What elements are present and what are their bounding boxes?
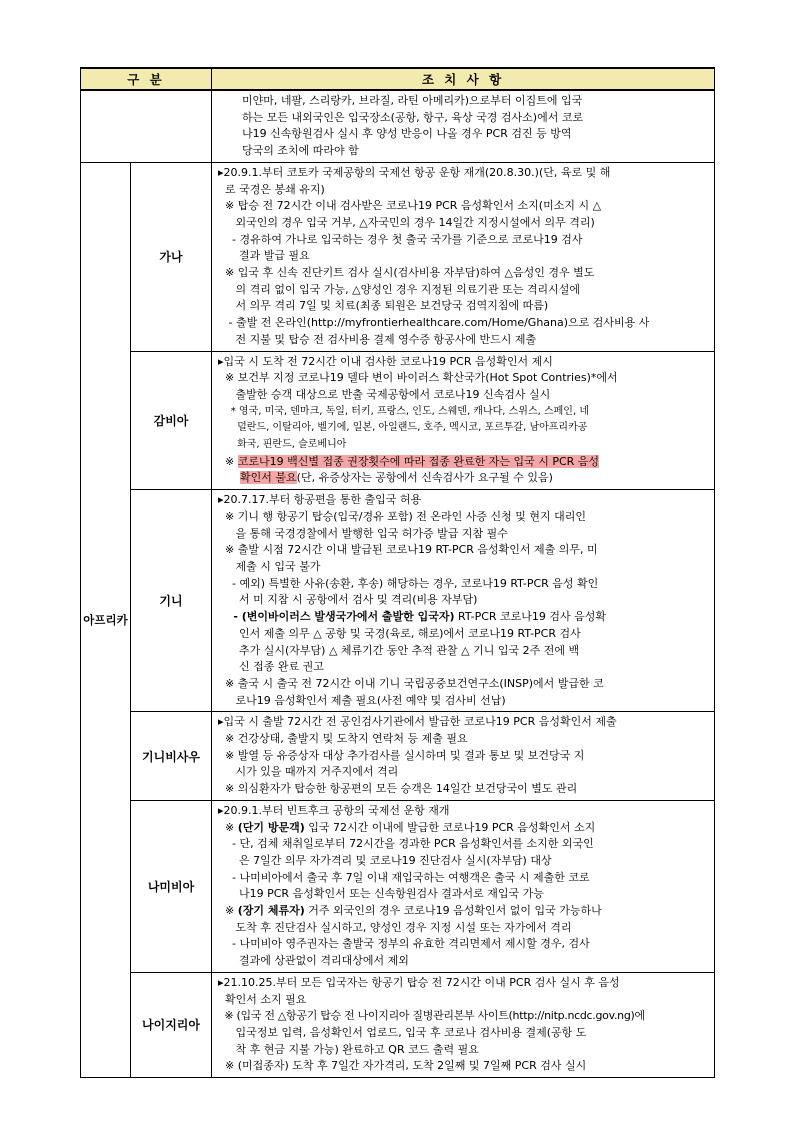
namibia-measures [212, 800, 715, 972]
ghana-measures [212, 162, 715, 351]
text-line: 덜란드, 이탈리아, 벨기에, 일본, 아일랜드, 호주, 멕시코, 포르투갈, 남아프리카공 [218, 422, 588, 434]
text-line: - 예외) 특별한 사유(송환, 후송) 해당하는 경우, 코로나19 RT-PCR 음성 확인 [218, 576, 599, 590]
text-line: - 단, 검체 채취일로부터 72시간을 경과한 PCR 음성확인서를 소지한 외국인 [218, 837, 594, 851]
text-line: - 나미비아에서 출국 후 7일 이내 재입국하는 여행객은 출국 시 제출한 코로 [218, 870, 590, 884]
text-line: 을 통해 국경경찰에서 발행한 입국 허가증 발급 지참 필수 [218, 526, 508, 540]
text-line: ▸21.10.25.부터 모든 입국자는 항공기 탑승 전 72시간 이내 PCR 검사 실시 후 음성 [218, 975, 620, 989]
text-line: 로 국경은 봉쇄 유지) [218, 182, 325, 196]
guinea-bissau-measures [212, 712, 715, 801]
text-line: 서 의무 격리 7일 및 치료(최종 퇴원은 보건당국 검역지침에 따름) [218, 299, 549, 313]
guinea-measures [212, 490, 715, 712]
text-line: ▸20.9.1.부터 코토카 국제공항의 국제선 항공 운항 재개(20.8.30.)(단, 육로 및 해 [218, 165, 611, 179]
country-ghana: 가나 [131, 162, 212, 351]
text-line [218, 470, 708, 487]
text-line: 신 접종 완료 권고 [218, 660, 324, 674]
text-line: ▸입국 시 출발 72시간 전 공인검사기관에서 발급한 코로나19 PCR 음성확인서 제출 [218, 715, 617, 729]
text-line: 전 지불 및 탑승 전 검사비용 결제 영수증 항공사에 반드시 제출 [218, 332, 537, 346]
gambia-measures [212, 351, 715, 490]
text-line: 결과에 상관없이 격리대상에서 제외 [218, 954, 409, 968]
text-line: 의 격리 없이 입국 가능, △양성인 경우 지정된 의료기관 또는 격리시설에 [218, 282, 580, 296]
text-line: ※ 보건부 지정 코로나19 델타 변이 바이러스 확산국가(Hot Spot Contries)*에서 [218, 371, 618, 385]
text-line [218, 820, 708, 837]
note-mark: ※ [218, 820, 238, 834]
text-line: 하는 모든 내외국인은 입국장소(공항, 항구, 육상 국경 검사소)에서 코로 [242, 110, 584, 124]
country-nigeria: 나이지리아 [131, 972, 212, 1077]
text-line: - 나미비아 영주권자는 출발국 정부의 유효한 격리면제서 제시할 경우, 검사 [218, 937, 590, 951]
egypt-continuation-row [81, 90, 715, 162]
nigeria-measures [212, 972, 715, 1077]
text-line: ▸20.9.1.부터 빈트후크 공항의 국제선 운항 재개 [218, 803, 450, 817]
text-fragment: 입국 72시간 이내에 발급한 코로나19 PCR 음성확인서 소지 [304, 820, 596, 834]
measures-table [80, 67, 715, 1078]
row-gambia [81, 351, 715, 490]
text-line: ※ 발열 등 유증상자 대상 추가검사를 실시하며 및 결과 통보 및 보건당국 지 [218, 748, 585, 762]
text-line: ※ 출발 시점 72시간 이내 발급된 코로나19 RT-PCR 음성확인서 제출 의무, 미 [218, 543, 598, 557]
text-line: ※ (입국 전 △항공기 탑승 전 나이지리아 질병관리본부 사이트(http://nitp.ncdc.gov.ng)에 [218, 1009, 645, 1023]
text-line: 외국인의 경우 입국 거부, △자국민의 경우 14일간 지정시설에서 의무 격리) [218, 215, 595, 229]
text-line: 입국정보 입력, 음성확인서 업로드, 입국 후 코로나 검사비용 결제(공항 도 [218, 1025, 587, 1039]
text-line: 은 7일간 의무 자가격리 및 코로나19 진단검사 실시(자부담) 대상 [218, 853, 552, 867]
text-line: ※ 의심환자가 탑승한 항공편의 모든 승객은 14일간 보건당국이 별도 관리 [218, 782, 578, 796]
highlighted-text: 코로나19 백신별 접종 권장횟수에 따라 접종 완료한 자는 입국 시 PCR 음성 [237, 454, 600, 468]
text-line [218, 454, 708, 471]
text-line [218, 609, 708, 626]
row-ghana [81, 162, 715, 351]
text-line: * 영국, 미국, 덴마크, 독일, 터키, 프랑스, 인도, 스웨덴, 캐나다, 스위스, 스페인, 네 [218, 405, 589, 417]
text-line: 로나19 음성확인서 제출 필요(사전 예약 및 검사비 선납) [218, 693, 506, 707]
text-line: ※ 탑승 전 72시간 이내 검사받은 코로나19 PCR 음성확인서 소지(미소지 시 △ [218, 199, 602, 213]
text-fragment: RT-PCR 코로나19 검사 음성확 [454, 610, 607, 624]
text-line: ※ 입국 후 신속 진단키트 검사 실시(검사비용 자부담)하여 △음성인 경우 별도 [218, 266, 595, 280]
text-line [218, 903, 708, 920]
row-namibia [81, 800, 715, 972]
text-fragment: (단, 유증상자는 공항에서 신속검사가 요구될 수 있음) [296, 471, 553, 485]
text-line: ※ 기니 행 항공기 탑승(입국/경유 포함) 전 온라인 사증 신청 및 현지 대리인 [218, 509, 586, 523]
country-guinea: 기니 [131, 490, 212, 712]
text-line: 착 후 현금 지불 가능) 완료하고 QR 코드 출력 필요 [218, 1042, 479, 1056]
country-guinea-bissau: 기니비사우 [131, 712, 212, 801]
text-line: 인서 제출 의무 △ 공항 및 국경(육로, 해로)에서 코로나19 RT-PCR 검사 [218, 626, 581, 640]
text-line: 나19 PCR 음성확인서 또는 신속항원검사 결과서로 재입국 가능 [218, 887, 544, 901]
header-category: 구 분 [81, 68, 212, 90]
row-nigeria [81, 972, 715, 1077]
text-line: 나19 신속항원검사 실시 후 양성 반응이 나올 경우 PCR 검진 등 방역 [242, 127, 572, 141]
text-line: - 경유하여 가나로 입국하는 경우 첫 출국 국가를 기준으로 코로나19 검사 [218, 232, 583, 246]
text-line: 당국의 조치에 따라야 함 [242, 144, 359, 158]
bold-text: - (변이바이러스 발생국가에서 출발한 입국자) [218, 610, 455, 624]
note-mark: ※ [218, 454, 238, 468]
row-guinea-bissau [81, 712, 715, 801]
bold-text: (단기 방문객) [237, 820, 305, 834]
text-line: ※ 출국 시 출국 전 72시간 이내 기니 국립공중보건연구소(INSP)에서 발급한 코 [218, 676, 604, 690]
text-fragment: 거주 외국인의 경우 코로나19 음성확인서 없이 입국 가능하나 [304, 904, 602, 918]
table-header [81, 68, 715, 90]
text-line: ▸20.7.17.부터 항공편을 통한 출입국 허용 [218, 493, 422, 507]
text-line: ▸입국 시 도착 전 72시간 이내 검사한 코로나19 PCR 음성확인서 제시 [218, 354, 553, 368]
text-line: 시가 있을 때까지 거주지에서 격리 [218, 765, 399, 779]
note-mark: ※ [218, 904, 238, 918]
text-line: 확인서 소지 필요 [218, 992, 307, 1006]
row-guinea [81, 490, 715, 712]
bold-text: (장기 체류자) [237, 904, 305, 918]
highlighted-text: 확인서 불요 [240, 471, 297, 485]
text-line: 미얀마, 네팔, 스리랑카, 브라질, 라틴 아메리카)으로부터 이집트에 입국 [242, 94, 583, 107]
text-line: 결과 발급 필요 [218, 249, 310, 263]
text-line: 화국, 핀란드, 슬로베니아 [218, 439, 347, 451]
text-line: 출발한 승객 대상으로 반출 국제공항에서 코로나19 신속검사 실시 [218, 387, 551, 401]
header-measures: 조 치 사 항 [212, 68, 715, 90]
text-line: 제출 시 입국 불가 [218, 559, 321, 573]
text-line: 도착 후 진단검사 실시하고, 양성인 경우 지정 시설 또는 자가에서 격리 [218, 920, 572, 934]
empty-category-cell [81, 90, 212, 162]
region-africa: 아프리카 [81, 162, 131, 1077]
text-line: - 출발 전 온라인(http://myfrontierhealthcare.com/Home/Ghana)으로 검사비용 사 [218, 316, 650, 330]
text-line: ※ 건강상태, 출발지 및 도착지 연락처 등 제출 필요 [218, 732, 468, 746]
country-gambia: 감비아 [131, 351, 212, 490]
text-line: ※ (미접종자) 도착 후 7일간 자가격리, 도착 2일째 및 7일째 PCR 검사 실시 [218, 1059, 587, 1073]
text-line: 추가 실시(자부담) △ 체류기간 동안 추적 관찰 △ 기니 입국 2주 전에 백 [218, 643, 580, 657]
text-line: 서 미 지참 시 공항에서 검사 및 격리(비용 자부담) [218, 593, 478, 607]
country-namibia: 나미비아 [131, 800, 212, 972]
egypt-continuation-text [212, 90, 715, 162]
measures-table-page [80, 67, 714, 1078]
